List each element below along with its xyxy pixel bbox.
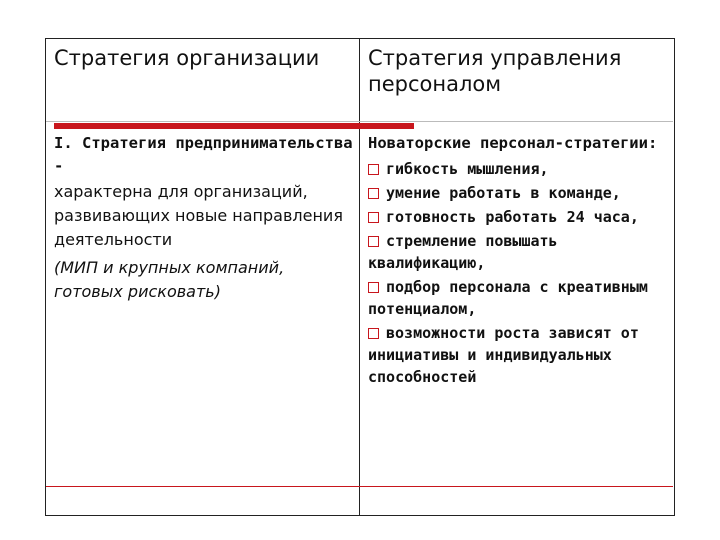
checkbox-bullet-icon bbox=[368, 282, 379, 293]
header-left: Стратегия организации bbox=[54, 46, 320, 70]
header-right: Стратегия управления персоналом bbox=[368, 46, 622, 96]
checkbox-bullet-icon bbox=[368, 328, 379, 339]
header-separator bbox=[46, 121, 673, 122]
left-body bbox=[54, 132, 354, 304]
list-item: готовность работать 24 часа, bbox=[368, 206, 668, 228]
left-description: характерна для организаций, развивающих новые направления деятельности bbox=[54, 182, 343, 249]
right-title: Новаторские персонал-стратегии: bbox=[368, 134, 658, 152]
comparison-table bbox=[45, 38, 675, 516]
red-accent-bar bbox=[54, 123, 414, 129]
right-items-list bbox=[368, 158, 668, 388]
right-body bbox=[368, 132, 668, 388]
column-divider bbox=[359, 39, 360, 515]
checkbox-bullet-icon bbox=[368, 212, 379, 223]
list-item: стремление повышать квалификацию, bbox=[368, 232, 558, 272]
left-title: I. Стратегия предпринимательства - bbox=[54, 134, 353, 175]
list-item: подбор персонала с креативным потенциалом, bbox=[368, 278, 648, 318]
left-note: (МИП и крупных компаний, готовых рисковать) bbox=[54, 258, 285, 301]
checkbox-bullet-icon bbox=[368, 236, 379, 247]
list-item: возможности роста зависят от инициативы и индивидуальных способностей bbox=[368, 324, 639, 386]
bottom-rule bbox=[46, 486, 673, 487]
list-item: гибкость мышления, bbox=[368, 158, 668, 180]
checkbox-bullet-icon bbox=[368, 188, 379, 199]
list-item: умение работать в команде, bbox=[368, 182, 668, 204]
checkbox-bullet-icon bbox=[368, 164, 379, 175]
